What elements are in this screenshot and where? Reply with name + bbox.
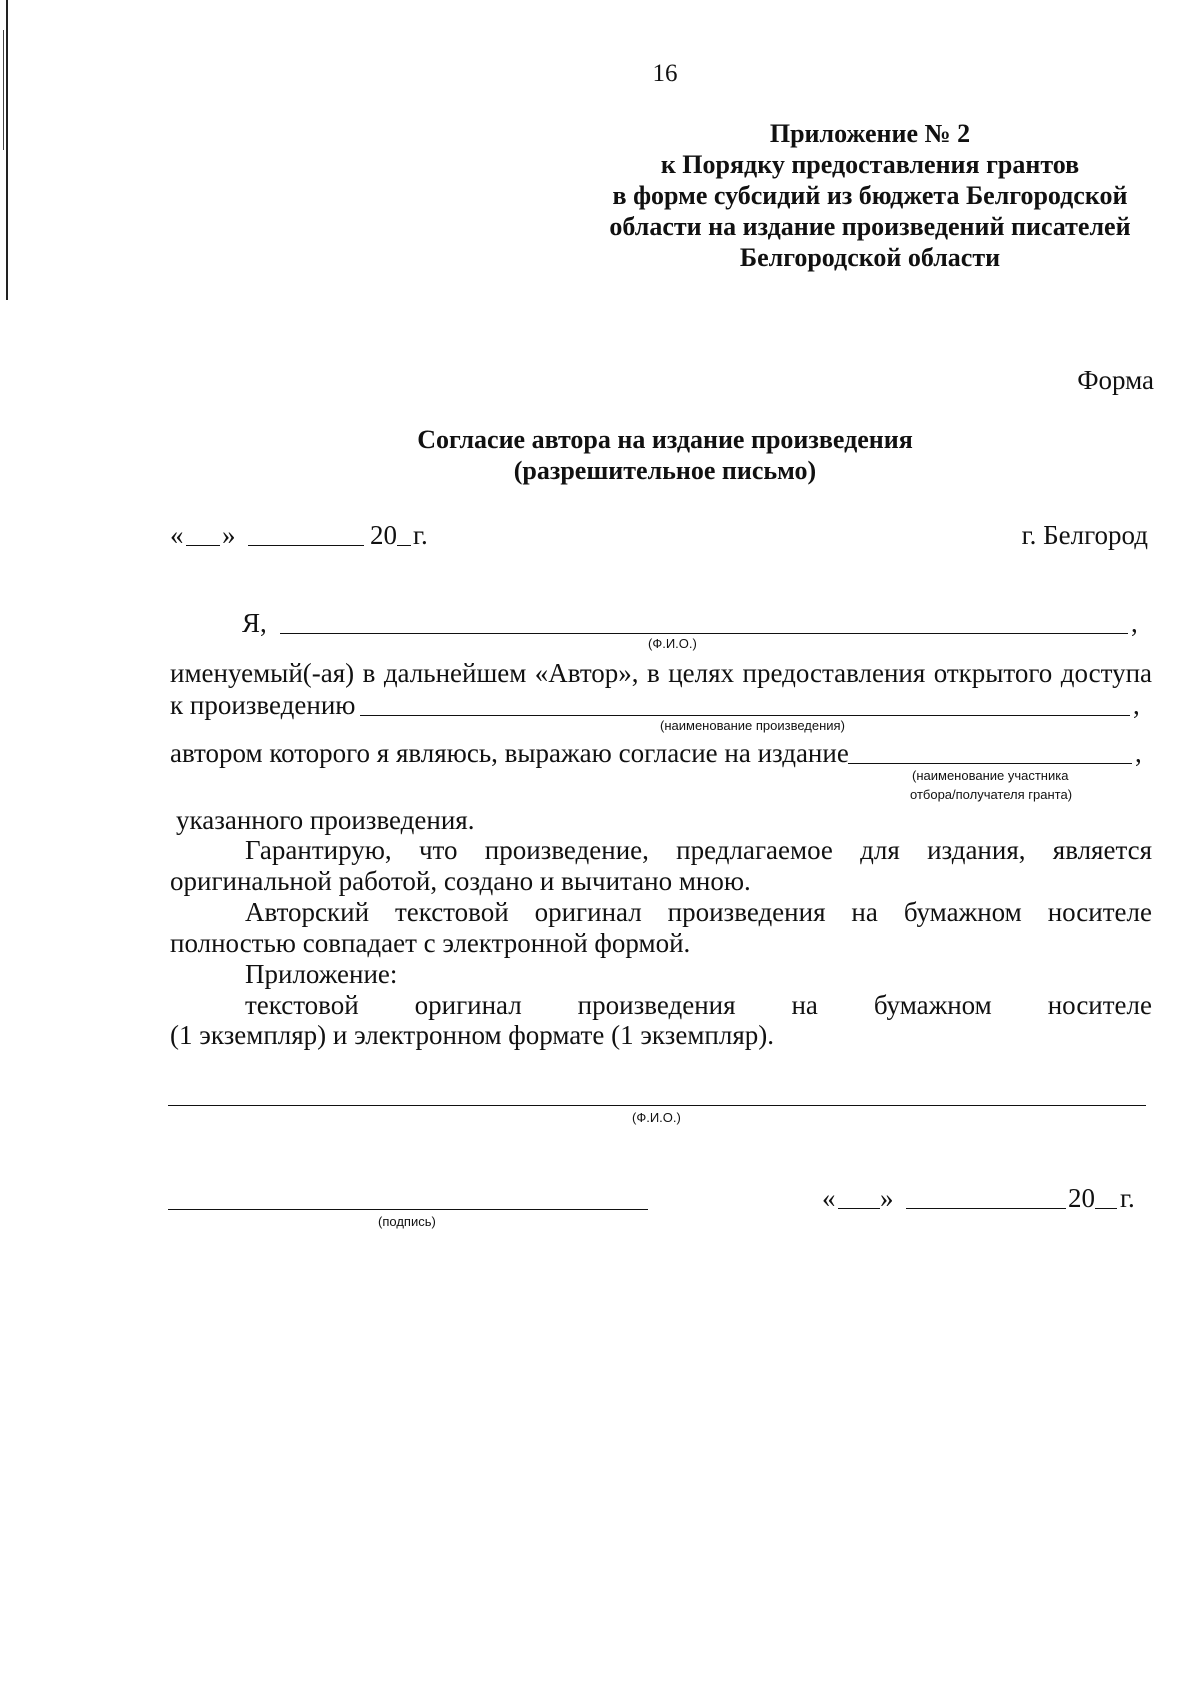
consent-line: автором которого я являюсь, выражаю согласие на издание: [170, 738, 849, 768]
date-month-blank[interactable]: [248, 545, 364, 546]
work-title-blank[interactable]: [360, 715, 1130, 716]
appendix-line: области на издание произведений писателей: [609, 212, 1131, 241]
fio-blank[interactable]: [280, 633, 1128, 634]
appendix-label: Приложение:: [245, 959, 398, 989]
appendix-line-1: текстовой оригинал произведения на бумажном носителе: [245, 990, 1152, 1020]
guarantee-line-1: Гарантирую, что произведение, предлагаемое для издания, является: [245, 835, 1152, 865]
named-line: именуемый(-ая) в дальнейшем «Автор», в целях предоставления открытого доступа: [170, 658, 1152, 688]
date-year-blank[interactable]: [397, 545, 411, 546]
appendix-line-2: (1 экземпляр) и электронном формате (1 экземпляр).: [170, 1020, 774, 1050]
appendix-line: Белгородской области: [739, 243, 1001, 272]
ya-label: Я,: [242, 608, 267, 638]
sign-date-day-blank[interactable]: [838, 1208, 880, 1209]
sign-date-open-quote: «: [822, 1183, 836, 1213]
guarantee-line-2: оригинальной работой, создано и вычитано мною.: [170, 866, 751, 896]
fio-caption: (Ф.И.О.): [648, 636, 697, 651]
date-close-quote: »: [222, 520, 236, 550]
signature-caption: (подпись): [378, 1214, 436, 1229]
participant-comma: ,: [1135, 738, 1142, 768]
scan-edge-line: [3, 30, 4, 150]
author-line-1: Авторский текстовой оригинал произведения на бумажном носителе: [245, 897, 1152, 927]
specified-work-line: указанного произведения.: [176, 805, 475, 835]
participant-blank[interactable]: [848, 763, 1132, 764]
document-title: [0, 424, 1200, 486]
signature-blank[interactable]: [168, 1209, 648, 1210]
sign-date-year-blank[interactable]: [1095, 1208, 1117, 1209]
date-day-blank[interactable]: [186, 545, 220, 546]
sign-date-month-blank[interactable]: [906, 1208, 1066, 1209]
page-number: 16: [652, 60, 678, 87]
sign-date-year: 20: [1068, 1183, 1095, 1213]
title-line: (разрешительное письмо): [513, 456, 817, 485]
signature-fio-blank[interactable]: [168, 1105, 1146, 1106]
sign-date-close-quote: »: [880, 1183, 894, 1213]
participant-caption: отбора/получателя гранта): [910, 787, 1073, 802]
date-open-quote: «: [170, 520, 184, 550]
fio-comma: ,: [1131, 608, 1138, 638]
appendix-line: Приложение № 2: [769, 119, 971, 148]
participant-caption: (наименование участника: [912, 768, 1069, 783]
to-work-label: к произведению: [170, 690, 356, 720]
form-label: Форма: [1077, 365, 1154, 395]
scan-edge-line: [6, 0, 8, 300]
title-line: Согласие автора на издание произведения: [417, 425, 913, 454]
appendix-line: к Порядку предоставления грантов: [660, 150, 1080, 179]
date-year-suffix: г.: [413, 520, 428, 550]
author-line-2: полностью совпадает с электронной формой.: [170, 928, 691, 958]
work-comma: ,: [1133, 690, 1140, 720]
appendix-header: [600, 118, 1140, 273]
appendix-line: в форме субсидий из бюджета Белгородской: [612, 181, 1128, 210]
work-caption: (наименование произведения): [660, 718, 845, 733]
city-label: г. Белгород: [1021, 520, 1148, 550]
sign-date-year-suffix: г.: [1120, 1183, 1135, 1213]
date-year: 20: [370, 520, 397, 550]
signature-fio-caption: (Ф.И.О.): [632, 1110, 681, 1125]
